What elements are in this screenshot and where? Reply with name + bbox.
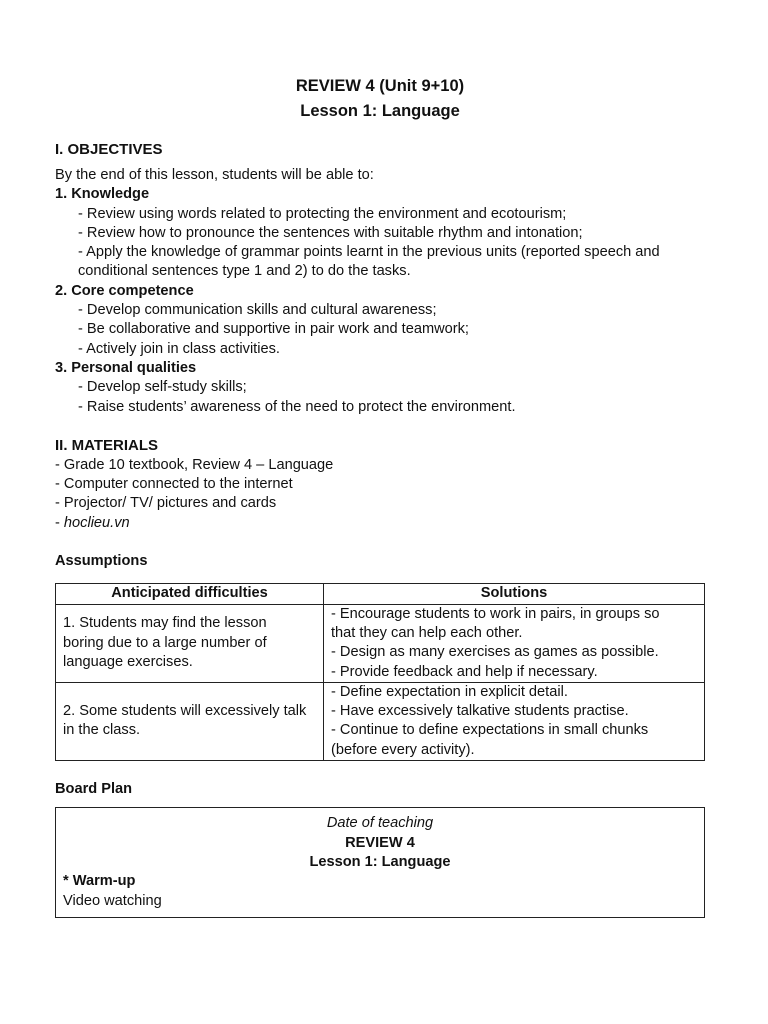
board-plan-heading: Board Plan: [55, 781, 133, 798]
qualities-heading: 3. Personal qualities: [55, 359, 197, 376]
table-header-row: [56, 584, 705, 604]
hoclieu-link[interactable]: hoclieu.vn: [63, 514, 130, 531]
qualities-item: - Develop self-study skills;: [78, 379, 247, 396]
materials-link-prefix: -: [55, 514, 64, 531]
difficulty-line: boring due to a large number of: [63, 634, 267, 651]
solution-cell: [324, 682, 705, 760]
solution-line: - Have excessively talkative students practise.: [331, 703, 629, 720]
solution-line: - Provide feedback and help if necessary.: [331, 663, 598, 680]
competence-item: - Actively join in class activities.: [78, 340, 280, 357]
competence-heading: 2. Core competence: [55, 282, 194, 299]
difficulties-column-header: Anticipated difficulties: [56, 584, 324, 604]
date-of-teaching: Date of teaching: [326, 815, 434, 832]
knowledge-item: - Apply the knowledge of grammar points learnt in the previous units (reported speech and: [78, 244, 660, 261]
solution-line: - Define expectation in explicit detail.: [331, 683, 568, 700]
knowledge-heading: 1. Knowledge: [55, 186, 150, 203]
warmup-label: * Warm-up: [63, 873, 136, 890]
materials-item: - Grade 10 textbook, Review 4 – Language: [55, 456, 334, 473]
materials-heading: II. MATERIALS: [55, 436, 159, 454]
difficulty-line: language exercises.: [63, 653, 193, 670]
warmup-activity: Video watching: [63, 892, 162, 909]
difficulty-cell: [56, 604, 324, 682]
table-row: [56, 604, 705, 682]
competence-item: - Develop communication skills and cultural awareness;: [78, 302, 437, 319]
knowledge-item: conditional sentences type 1 and 2) to do the tasks.: [78, 263, 411, 280]
solution-line: (before every activity).: [331, 741, 475, 758]
difficulty-cell: [56, 682, 324, 760]
materials-item-link: [55, 514, 705, 533]
board-review-title: REVIEW 4: [345, 834, 415, 851]
solution-cell: [324, 604, 705, 682]
document-title: REVIEW 4 (Unit 9+10): [295, 77, 465, 95]
competence-item: - Be collaborative and supportive in pair work and teamwork;: [78, 321, 469, 338]
difficulty-line: 2. Some students will excessively talk: [63, 703, 307, 720]
document-subtitle: Lesson 1: Language: [300, 102, 460, 120]
knowledge-item: - Review how to pronounce the sentences with suitable rhythm and intonation;: [78, 224, 583, 241]
assumptions-heading: Assumptions: [55, 553, 148, 570]
materials-item: - Computer connected to the internet: [55, 476, 293, 493]
solutions-column-header: Solutions: [324, 584, 705, 604]
qualities-item: - Raise students’ awareness of the need to protect the environment.: [78, 398, 516, 415]
solution-line: - Design as many exercises as games as possible.: [331, 644, 659, 661]
board-lesson-title: Lesson 1: Language: [309, 853, 451, 870]
assumptions-table: [55, 583, 705, 761]
solution-line: - Continue to define expectations in small chunks: [331, 722, 649, 739]
lesson-plan-page: [55, 74, 705, 918]
difficulty-line: in the class.: [63, 722, 141, 739]
knowledge-item: - Review using words related to protecting the environment and ecotourism;: [78, 205, 567, 222]
solution-line: that they can help each other.: [331, 624, 523, 641]
materials-item: - Projector/ TV/ pictures and cards: [55, 495, 277, 512]
table-row: [56, 682, 705, 760]
difficulty-line: 1. Students may find the lesson: [63, 615, 267, 632]
solution-line: - Encourage students to work in pairs, in groups so: [331, 605, 660, 622]
board-plan-box: [55, 807, 705, 917]
objectives-heading: I. OBJECTIVES: [55, 141, 163, 158]
objectives-intro: By the end of this lesson, students will be able to:: [55, 167, 374, 183]
